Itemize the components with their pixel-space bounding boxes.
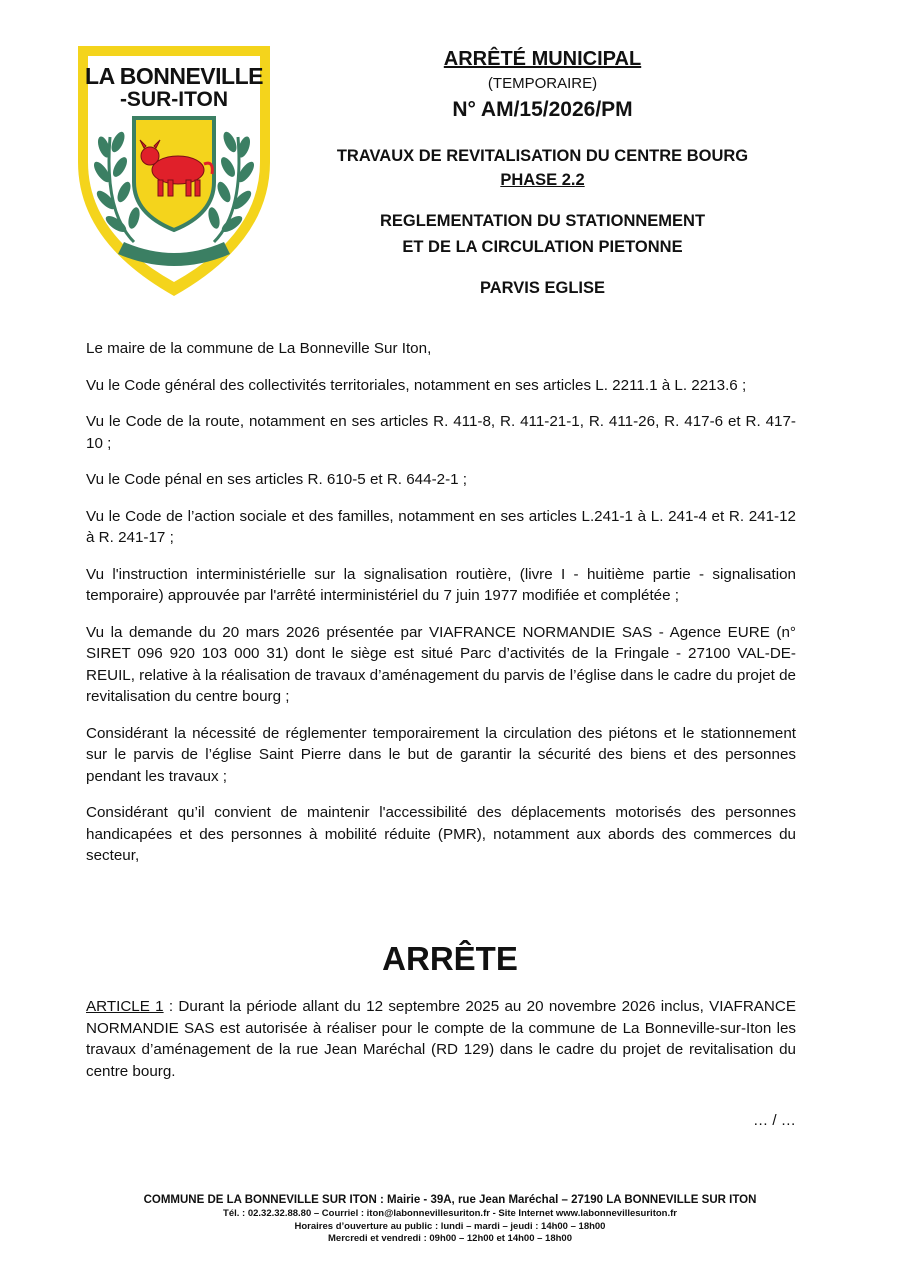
paragraph: Vu l'instruction interministérielle sur la signalisation routière, (livre I - huitième partie - signalisation temporaire) approuvée par l'arrêté interministériel du 7 juin 1977 modifiée et complétée ; — [86, 565, 796, 604]
paragraph: Vu le Code de l’action sociale et des familles, notamment en ses articles L.241-1 à L. 241-4 et R. 241-12 à R. 241-17 ; — [86, 507, 796, 546]
footer-contact: Tél. : 02.32.32.88.80 – Courriel : iton@labonnevillesuriton.fr - Site Internet www.labonnevillesuriton.fr — [223, 1208, 677, 1219]
paragraph: Vu le Code pénal en ses articles R. 610-5 et R. 644-2-1 ; — [86, 471, 468, 488]
article-1-label: ARTICLE 1 — [86, 998, 164, 1015]
document-header — [290, 46, 795, 300]
document-number: N° AM/15/2026/PM — [452, 98, 633, 121]
preamble — [86, 338, 796, 882]
paragraph: Vu le Code général des collectivités territoriales, notamment en ses articles L. 2211.1 à L. 2213.6 ; — [86, 376, 747, 394]
document-title: ARRÊTÉ MUNICIPAL — [443, 48, 642, 70]
paragraph: Le maire de la commune de La Bonneville Sur Iton, — [86, 340, 432, 357]
paragraph: Vu le Code de la route, notamment en ses articles R. 411-8, R. 411-21-1, R. 411-26, R. 417-6 et R. 417-10 ; — [86, 413, 796, 452]
regulation-line-1: REGLEMENTATION DU STATIONNEMENT — [379, 212, 706, 230]
crest-title-line2: -SUR-ITON — [119, 88, 229, 111]
paragraph: Vu la demande du 20 mars 2026 présentée par VIAFRANCE NORMANDIE SAS - Agence EURE (n° SIRET 096 920 103 000 31) dont le siège est situé Parc d’activités de la Fringale - 27100 VAL-DE-REUIL, relative à la réalisation de travaux d’aménagement du parvis de l’église dans le cadre du projet de revitalisation du centre bourg ; — [86, 623, 797, 705]
crest-title-line1: LA BONNEVILLE — [85, 63, 263, 89]
decision-heading: ARRÊTE — [382, 940, 518, 977]
article-1 — [86, 996, 796, 1082]
article-1-text: : Durant la période allant du 12 septembre 2025 au 20 novembre 2026 inclus, VIAFRANCE NORMANDIE SAS est autorisée à réaliser pour le compte de la commune de La Bonneville-sur-Iton les travaux d’aménagement de la rue Jean Maréchal (RD 129) dans le cadre du projet de revitalisation du centre bourg. — [86, 998, 797, 1080]
location-title: PARVIS EGLISE — [479, 279, 605, 297]
paragraph: Considérant qu’il convient de maintenir l'accessibilité des déplacements motorisés des personnes handicapées et des personnes à mobilité réduite (PMR), notamment aux abords des commerces du secteur, — [86, 804, 796, 864]
regulation-line-2: ET DE LA CIRCULATION PIETONNE — [402, 238, 683, 256]
document-subtitle: (TEMPORAIRE) — [487, 75, 598, 92]
footer-address: COMMUNE DE LA BONNEVILLE SUR ITON : Mairie - 39A, rue Jean Maréchal – 27190 LA BONNEVILLE SUR ITON — [143, 1194, 757, 1206]
paragraph: Considérant la nécessité de réglementer temporairement la circulation des piétons et le stationnement sur le parvis de l’église Saint Pierre dans le but de garantir la sécurité des biens et des personnes pendant les travaux ; — [86, 724, 796, 785]
regulation-title — [290, 208, 795, 260]
page-footer — [0, 1193, 900, 1246]
footer-hours-2: Mercredi et vendredi : 09h00 – 12h00 et 14h00 – 18h00 — [328, 1233, 572, 1244]
object-phase: PHASE 2.2 — [500, 171, 585, 189]
page-continuation-mark: … / … — [752, 1112, 796, 1129]
object-line-1: TRAVAUX DE REVITALISATION DU CENTRE BOURG — [336, 147, 749, 165]
footer-hours-1: Horaires d’ouverture au public : lundi – mardi – jeudi : 14h00 – 18h00 — [294, 1220, 606, 1232]
municipal-crest-logo — [74, 42, 274, 300]
